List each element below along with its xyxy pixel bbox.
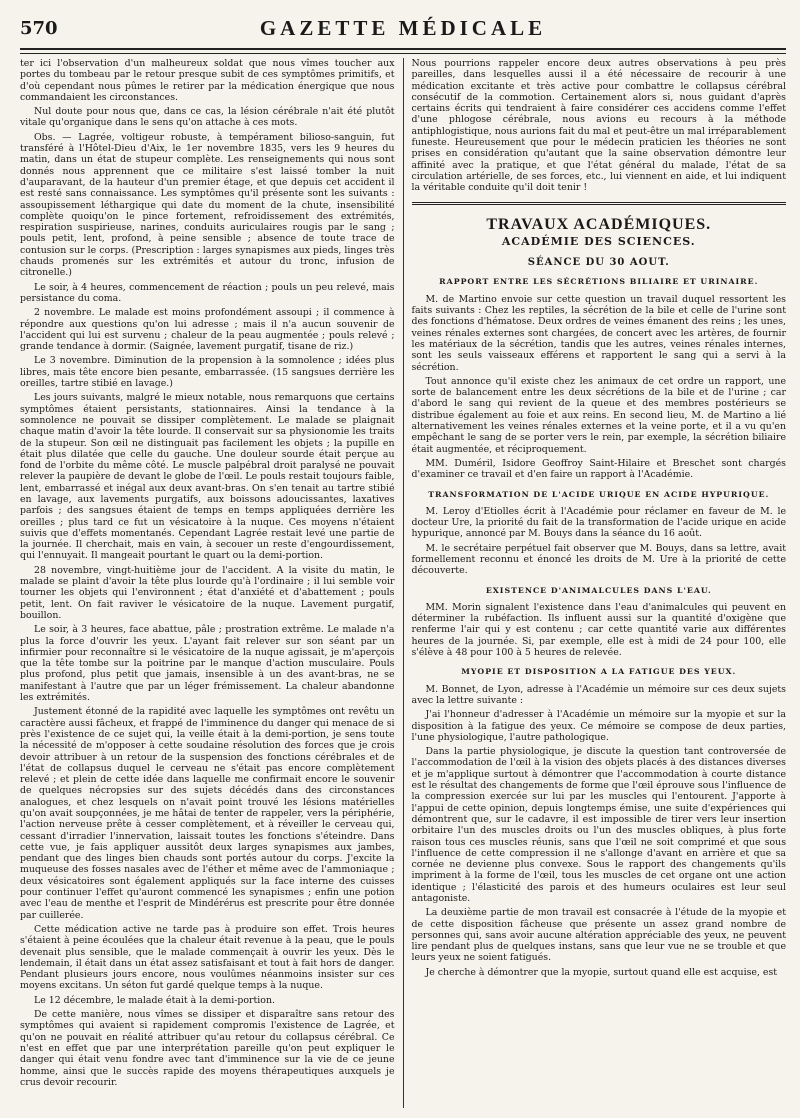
paragraph: De cette manière, nous vîmes se dissiper et disparaître sans retour des symptômes qui avaient si rapidement compromis l'existence de Lagrée, et qu'on ne pouvait en réalité attribuer qu'au retour du collapsus cérébral. Ce n'est en effet que par une interprétation pareille qu'on peut expliquer le danger qui était venu fondre avec tant d'imminence sur la vie de ce jeune homme, ainsi que le succès rapide des moyens thérapeutiques auxquels je crus devoir recourir. <box>20 1009 395 1088</box>
subsection-heading: TRANSFORMATION DE L'ACIDE URIQUE EN ACIDE HYPURIQUE. <box>428 489 770 499</box>
subsection-heading: MYOPIE ET DISPOSITION A LA FATIGUE DES YEUX. <box>461 667 737 677</box>
paragraph: Le 3 novembre. Diminution de la propension à la somnolence ; idées plus libres, mais tête encore bien pesante, embarrassée. (15 sangsues derrière les oreilles, tartre stibié en lavage.) <box>20 355 395 390</box>
page-header <box>20 16 786 50</box>
paragraph: ter ici l'observation d'un malheureux soldat que nous vîmes toucher aux portes du tombeau par le retour presque subit de ces symptômes primitifs, et d'où cependant nous pûmes le retirer par la médication énergique que nous commandaient les circonstances. <box>20 58 395 103</box>
paragraph: MM. Morin signalent l'existence dans l'eau d'animalcules qui peuvent en déterminer la rubéfaction. Ils influent aussi sur la quantité d'oxigène que renferme l'air qui y est contenu ; car cette quantité varie aux différentes heures de la journée. Si, par exemple, elle est à midi de 24 pour 100, elle s'élève à 48 pour 100 à 5 heures de relevée. <box>411 601 786 659</box>
header-rule <box>20 50 786 54</box>
intro-paragraph: Nous pourrions rappeler encore deux autres observations à peu près pareilles, dans lesquelles aussi il a été nécessaire de recourir à une médication excitante et très active pour combattre le collapsus cérébral consécutif de la commotion. Certainement alors si, nous guidant d'après certains écrits qui tendraient à faire considérer ces accidens comme l'effet d'une phlogose cérébrale, nous avions eu recours à la méthode antiphlogistique, nous aurions fait du mal et peut-être un mal irréparablement funeste. Heureusement que pour le médecin praticien les théories ne sont prises en considération qu'autant que la saine observation démontre leur affinité avec la pratique, et que l'état général du malade, l'état de sa circulation artérielle, de ses forces, etc., lui viennent en aide, et lui indiquent la véritable conduite qu'il doit tenir ! <box>411 58 786 194</box>
paragraph: Tout annonce qu'il existe chez les animaux de cet ordre un rapport, une sorte de balancement entre les deux sécrétions de la bile et de l'urine ; car d'abord le sang qui revient de la queue et des membres postérieurs se distribue également au foie et aux reins. En second lieu, M. de Martino a lié alternativement les veines rénales externes et la veine porte, et il a vu qu'en empêchant le sang de se porter vers le rein, par exemple, la sécrétion biliaire était augmentée, et réciproquement. <box>411 375 786 455</box>
journal-title: GAZETTE MÉDICALE <box>259 16 547 40</box>
paragraph: 28 novembre, vingt-huitième jour de l'accident. A la visite du matin, le malade se plaint d'avoir la tête plus lourde qu'à l'ordinaire ; il lui semble voir tourner les objets qui l'environnent ; état d'anxiété et d'abattement ; pouls petit, lent. On fait raviver le vésicatoire de la nuque. Lavement purgatif, bouillon. <box>20 564 395 621</box>
subsection-heading: EXISTENCE D'ANIMALCULES DANS L'EAU. <box>485 585 712 595</box>
paragraph: M. le secrétaire perpétuel fait observer que M. Bouys, dans sa lettre, avait formellement reconnu et énoncé les droits de M. Ure à la priorité de cette découverte. <box>411 542 786 577</box>
paragraph: J'ai l'honneur d'adresser à l'Académie un mémoire sur la myopie et sur la disposition à la fatigue des yeux. Ce mémoire se compose de deux parties, l'une physiologique, l'autre pathologique. <box>411 709 786 743</box>
page-number: 570 <box>20 18 58 39</box>
subsection-heading: RAPPORT ENTRE LES SÉCRÉTIONS BILIAIRE ET URINAIRE. <box>439 277 759 287</box>
paragraph: 2 novembre. Le malade est moins profondément assoupi ; il commence à répondre aux questions qu'on lui adresse ; mais il n'a aucun souvenir de l'accident qui lui est survenu ; chaleur de la peau augmentée ; pouls relevé ; grande tendance à dormir. (Saignée, lavement purgatif, tisane de riz.) <box>20 307 395 353</box>
paragraph: Je cherche à démontrer que la myopie, surtout quand elle est acquise, est <box>425 966 778 978</box>
paragraph: Nul doute pour nous que, dans ce cas, la lésion cérébrale n'ait été plutôt vitale qu'organique dans le sens qu'on attache à ces mots. <box>20 106 395 129</box>
paragraph: Cette médication active ne tarde pas à produire son effet. Trois heures s'étaient à peine écoulées que la chaleur était revenue à la peau, que le pouls devenait plus sensible, que le malade commençait à ouvrir les yeux. Dès le lendemain, il était dans un état assez satisfaisant et tout à fait hors de danger. Pendant plusieurs jours encore, nous voulûmes néanmoins insister sur ces moyens excitans. Un séton fut gardé quelque temps à la nuque. <box>20 923 395 992</box>
paragraph: Le soir, à 4 heures, commencement de réaction ; pouls un peu relevé, mais persistance du coma. <box>20 281 395 304</box>
columns <box>20 58 786 1108</box>
academic-section <box>412 202 787 979</box>
paragraph: Le 12 décembre, le malade était à la demi-portion. <box>34 994 275 1006</box>
paragraph: Obs. — Lagrée, voltigeur robuste, à tempérament bilioso-sanguin, fut transféré à l'Hôtel-Dieu d'Aix, le 1er novembre 1835, vers les 9 heures du matin, dans un état de stupeur complète. Les renseignements qui nous sont donnés nous apprennent que ce militaire s'est laissé tomber la nuit d'auparavant, de la hauteur d'un premier étage, et que depuis cet accident il est resté sans connaissance. Les symptômes qu'il présente sont les suivants : assoupissement léthargique qui date du moment de la chute, insensibilité complète quoiqu'on le pince fortement, refroidissement des extrémités, respiration suspirieuse, narines, conduits auriculaires rougis par le sang ; pouls petit, lent, profond, à peine sensible ; absence de toute trace de contusion sur le corps. (Prescription : larges synapismes aux pieds, linges très chauds promenés sur les extrémités et autour du tronc, infusion de citronelle.) <box>20 131 395 279</box>
paragraph: M. Leroy d'Etiolles écrit à l'Académie pour réclamer en faveur de M. le docteur Ure, la priorité du fait de la transformation de l'acide urique en acide hypurique, annoncé par M. Bouys dans la séance du 16 août. <box>411 505 786 540</box>
academy-name: ACADÉMIE DES SCIENCES. <box>501 234 696 248</box>
right-column <box>404 58 787 1108</box>
left-column <box>20 58 404 1108</box>
paragraph: La deuxième partie de mon travail est consacrée à l'étude de la myopie et de cette disposition fâcheuse que présente un assez grand nombre de personnes qui, sans avoir aucune altération appréciable des yeux, ne peuvent lire pendant plus de quelques instans, sans que leur vue ne se trouble et que leurs yeux ne soient fatigués. <box>411 907 786 964</box>
paragraph: M. Bonnet, de Lyon, adresse à l'Académie un mémoire sur ces deux sujets avec la lettre suivante : <box>411 683 786 706</box>
paragraph: Justement étonné de la rapidité avec laquelle les symptômes ont revêtu un caractère aussi fâcheux, et frappé de l'imminence du danger qui menace de si près l'existence de ce sujet qui, la veille était à la demi-portion, je sens toute la nécessité de m'opposer à cette soudaine résolution des forces que je crois devoir attribuer à un retour de la suspension des fonctions cérébrales et de l'état de collapsus duquel le cerveau ne s'était pas encore complètement relevé ; et plein de cette idée dans laquelle me confirmait encore le souvenir de quelques nécropsies sur des sujets décédés dans des circonstances analogues, et chez lesquels on n'avait point trouvé les lésions matérielles qu'on avait soupçonnées, je me hâtai de tenter de rappeler, vers la périphérie, l'action nerveuse prête à cesser complètement, et à réveiller le cerveau qui, cessant d'irradier l'innervation, laissait toutes les fonctions s'éteindre. Dans cette vue, je fais appliquer aussitôt deux larges synapismes aux jambes, pendant que des linges bien chauds sont portés autour du corps. J'excite la muqueuse des fosses nasales avec de l'éther et même avec de l'ammoniaque ; deux vésicatoires sont également appliqués sur la face interne des cuisses pour continuer l'effet qu'auront commencé les synapismes ; enfin une potion avec l'eau de menthe et l'esprit de Mindérérus est prescrite pour être donnée par cuillerée. <box>20 706 395 921</box>
paragraph: MM. Duméril, Isidore Geoffroy Saint-Hilaire et Breschet sont chargés d'examiner ce travail et d'en faire un rapport à l'Académie. <box>411 457 786 481</box>
paragraph: Le soir, à 3 heures, face abattue, pâle ; prostration extrême. Le malade n'a plus la force d'ouvrir les yeux. L'ayant fait relever sur son séant par un infirmier pour reconnaître si le vésicatoire de la nuque agissait, je m'aperçois que la tête tombe sur la poitrine par le manque d'action musculaire. Pouls plus profond, plus petit que jamais, insensible à un des avant-bras, ne se manifestant à l'autre que par un léger frémissement. La chaleur abandonne les extrémités. <box>20 624 395 704</box>
section-title: TRAVAUX ACADÉMIQUES. <box>486 215 712 233</box>
session-date: SÉANCE DU 30 AOUT. <box>527 257 670 269</box>
paragraph: Dans la partie physiologique, je discute la question tant controversée de l'accommodation de l'œil à la vision des objets placés à des distances diverses et je m'applique surtout à démontrer que l'accommodation à courte distance est le résultat des changements de forme que l'œil éprouve sous l'influence de la compression exercée sur lui par les muscles qui l'entourent. J'apporte à l'appui de cette opinion, depuis longtemps émise, une suite d'expériences qui démontrent que, sur le cadavre, il est impossible de tirer vers leur insertion orbitaire l'un des muscles droits ou l'un des muscles obliques, à plus forte raison tous ces muscles réunis, sans que l'œil ne soit comprimé et que sous l'influence de cette compression il ne s'allonge d'avant en arrière et que sa cornée ne devienne plus convexe. Sous le rapport des changements qu'ils impriment à la forme de l'œil, tous les muscles de cet organe ont une action identique ; l'élasticité des parois et des humeurs oculaires est leur seul antagoniste. <box>411 746 786 904</box>
paragraph: M. de Martino envoie sur cette question un travail duquel ressortent les faits suivants : Chez les reptiles, la sécrétion de la bile et celle de l'urine sont des fonctions d'hématose. Deux ordres de veines émanent des reins ; les unes, veines rénales externes sont chargées, de concert avec les artères, de fournir les matériaux de la sécrétion, tandis que les autres, veines rénales internes, sont les seuls vaisseaux efférens et rapportent le sang qui a servi à la sécrétion. <box>411 293 786 373</box>
paragraph: Les jours suivants, malgré le mieux notable, nous remarquons que certains symptômes étaient persistants, stationnaires. Ainsi la tendance à la somnolence ne pouvait se dissiper complètement. Le malade se plaignait chaque matin d'avoir la tête lourde. Il conservait sur sa physionomie les traits de la stupeur. Son œil ne distinguait pas facilement les objets ; la pupille en était plus dilatée que celle du gauche. Une douleur sourde était perçue au fond de l'orbite du même côté. Le muscle palpébral droit paralysé ne pouvait relever la paupière de devant le globe de l'œil. Le pouls restait toujours faible, lent, embarrassé et inégal aux deux avant-bras. On s'en tenait au tartre stibié en lavage, aux lavements purgatifs, aux boissons adoucissantes, laxatives parfois ; des sangsues étaient de temps en temps appliquées derrière les oreilles ; plus tard ce fut un vésicatoire à la nuque. Ces moyens n'étaient suivis que d'effets momentanés. Cependant Lagrée restait levé une partie de la journée. Il cherchait, mais en vain, à secouer un reste d'engourdissement, qui l'ennuyait. Il mangeait pourtant le quart ou la demi-portion. <box>20 392 395 562</box>
